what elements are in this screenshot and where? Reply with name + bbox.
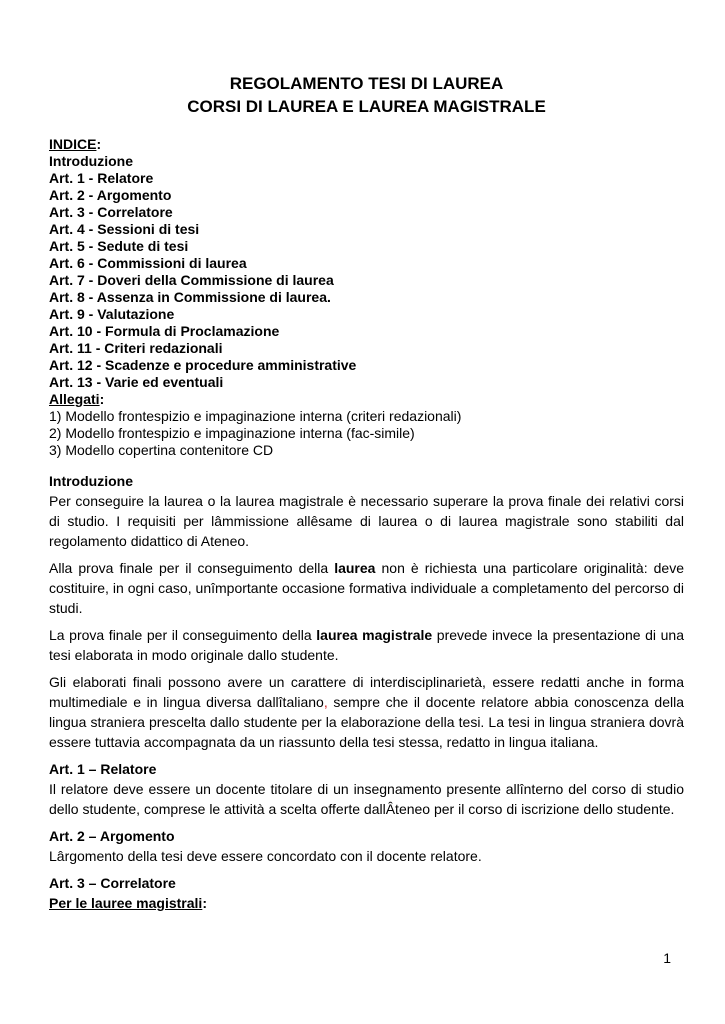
section-heading: Art. 1 – Relatore bbox=[49, 761, 157, 777]
section-heading: Art. 3 – Correlatore bbox=[49, 875, 176, 891]
paragraph bbox=[49, 846, 684, 866]
document-section bbox=[49, 826, 684, 866]
text-segment: Alla prova finale per il conseguimento della bbox=[49, 560, 335, 576]
allegati-item: 2) Modello frontespizio e impaginazione interna (fac-simile) bbox=[49, 425, 415, 441]
paragraph bbox=[49, 893, 684, 913]
page-number: 1 bbox=[663, 950, 671, 966]
index-heading-label: INDICE bbox=[49, 136, 97, 152]
paragraph bbox=[49, 491, 684, 551]
section-heading: Introduzione bbox=[49, 473, 133, 489]
document-title-line-1: REGOLAMENTO TESI DI LAUREA bbox=[229, 74, 504, 93]
index-item: Art. 9 - Valutazione bbox=[49, 306, 175, 322]
index-item: Art. 11 - Criteri redazionali bbox=[49, 340, 223, 356]
text-segment: non è richiesta una particolare originalità: deve costituire, in ogni caso, unîmportante occasione formativa individuale a completamento del percorso di studi. bbox=[49, 560, 684, 616]
document-section bbox=[49, 759, 684, 819]
text-segment: Il relatore deve essere un docente titolare di un insegnamento presente allînterno del corso di studio dello studente, comprese le attività a scelta offerte dallÂteneo per il corso di iscrizione dello studente. bbox=[49, 781, 684, 817]
section-heading: Art. 2 – Argomento bbox=[49, 828, 175, 844]
allegati-heading-colon: : bbox=[99, 391, 105, 407]
allegati-list bbox=[49, 408, 684, 459]
index-item: Art. 13 - Varie ed eventuali bbox=[49, 374, 224, 390]
index-item: Art. 8 - Assenza in Commissione di laurea. bbox=[49, 289, 331, 305]
document-title bbox=[49, 72, 684, 118]
paragraph bbox=[49, 779, 684, 819]
index-item: Art. 4 - Sessioni di tesi bbox=[49, 221, 200, 237]
text-segment: : bbox=[202, 895, 207, 911]
document-section bbox=[49, 873, 684, 913]
index-item: Art. 1 - Relatore bbox=[49, 170, 154, 186]
index-item: Introduzione bbox=[49, 153, 133, 169]
index-item: Art. 12 - Scadenze e procedure amministrative bbox=[49, 357, 357, 373]
text-segment: laurea magistrale bbox=[316, 627, 433, 643]
index-item: Art. 7 - Doveri della Commissione di laurea bbox=[49, 272, 334, 288]
paragraph bbox=[49, 672, 684, 752]
text-segment: sempre che il docente relatore abbia conoscenza della lingua straniera prescelta dallo studente per la elaborazione della tesi. La tesi in lingua straniera dovrà essere tuttavia accompagnata da un riassunto della tesi stessa, redatto in lingua italiana. bbox=[49, 694, 684, 750]
document-body bbox=[49, 471, 684, 913]
text-segment: , bbox=[323, 694, 328, 710]
text-segment: Per le lauree magistrali bbox=[49, 895, 203, 911]
allegati-heading bbox=[49, 391, 684, 408]
index-item: Art. 10 - Formula di Proclamazione bbox=[49, 323, 280, 339]
index-item: Art. 3 - Correlatore bbox=[49, 204, 173, 220]
text-segment: Lârgomento della tesi deve essere concordato con il docente relatore. bbox=[49, 848, 482, 864]
paragraph bbox=[49, 625, 684, 665]
index-item: Art. 6 - Commissioni di laurea bbox=[49, 255, 247, 271]
text-segment: Gli elaborati finali possono avere un carattere di interdisciplinarietà, essere redatti anche in forma multimediale e in lingua diversa dallîtaliano bbox=[49, 674, 684, 710]
document-section bbox=[49, 471, 684, 752]
text-segment: laurea bbox=[334, 560, 376, 576]
allegati-item: 3) Modello copertina contenitore CD bbox=[49, 442, 274, 458]
document-title-line-2: CORSI DI LAUREA E LAUREA MAGISTRALE bbox=[187, 97, 546, 116]
allegati-heading-label: Allegati bbox=[49, 391, 100, 407]
text-segment: La prova finale per il conseguimento della bbox=[49, 627, 317, 643]
text-segment: prevede invece la presentazione di una tesi elaborata in modo originale dallo studente. bbox=[49, 627, 684, 663]
index-heading-colon: : bbox=[96, 136, 102, 152]
allegati-item: 1) Modello frontespizio e impaginazione interna (criteri redazionali) bbox=[49, 408, 462, 424]
text-segment: Per conseguire la laurea o la laurea magistrale è necessario superare la prova finale dei relativi corsi di studio. I requisiti per lâmmissione allêsame di laurea o di laurea magistrale sono stabiliti dal regolamento didattico di Ateneo. bbox=[49, 493, 684, 549]
index-section bbox=[49, 136, 684, 459]
index-item: Art. 2 - Argomento bbox=[49, 187, 172, 203]
index-item: Art. 5 - Sedute di tesi bbox=[49, 238, 189, 254]
index-list bbox=[49, 153, 684, 391]
index-heading bbox=[49, 136, 684, 153]
paragraph bbox=[49, 558, 684, 618]
